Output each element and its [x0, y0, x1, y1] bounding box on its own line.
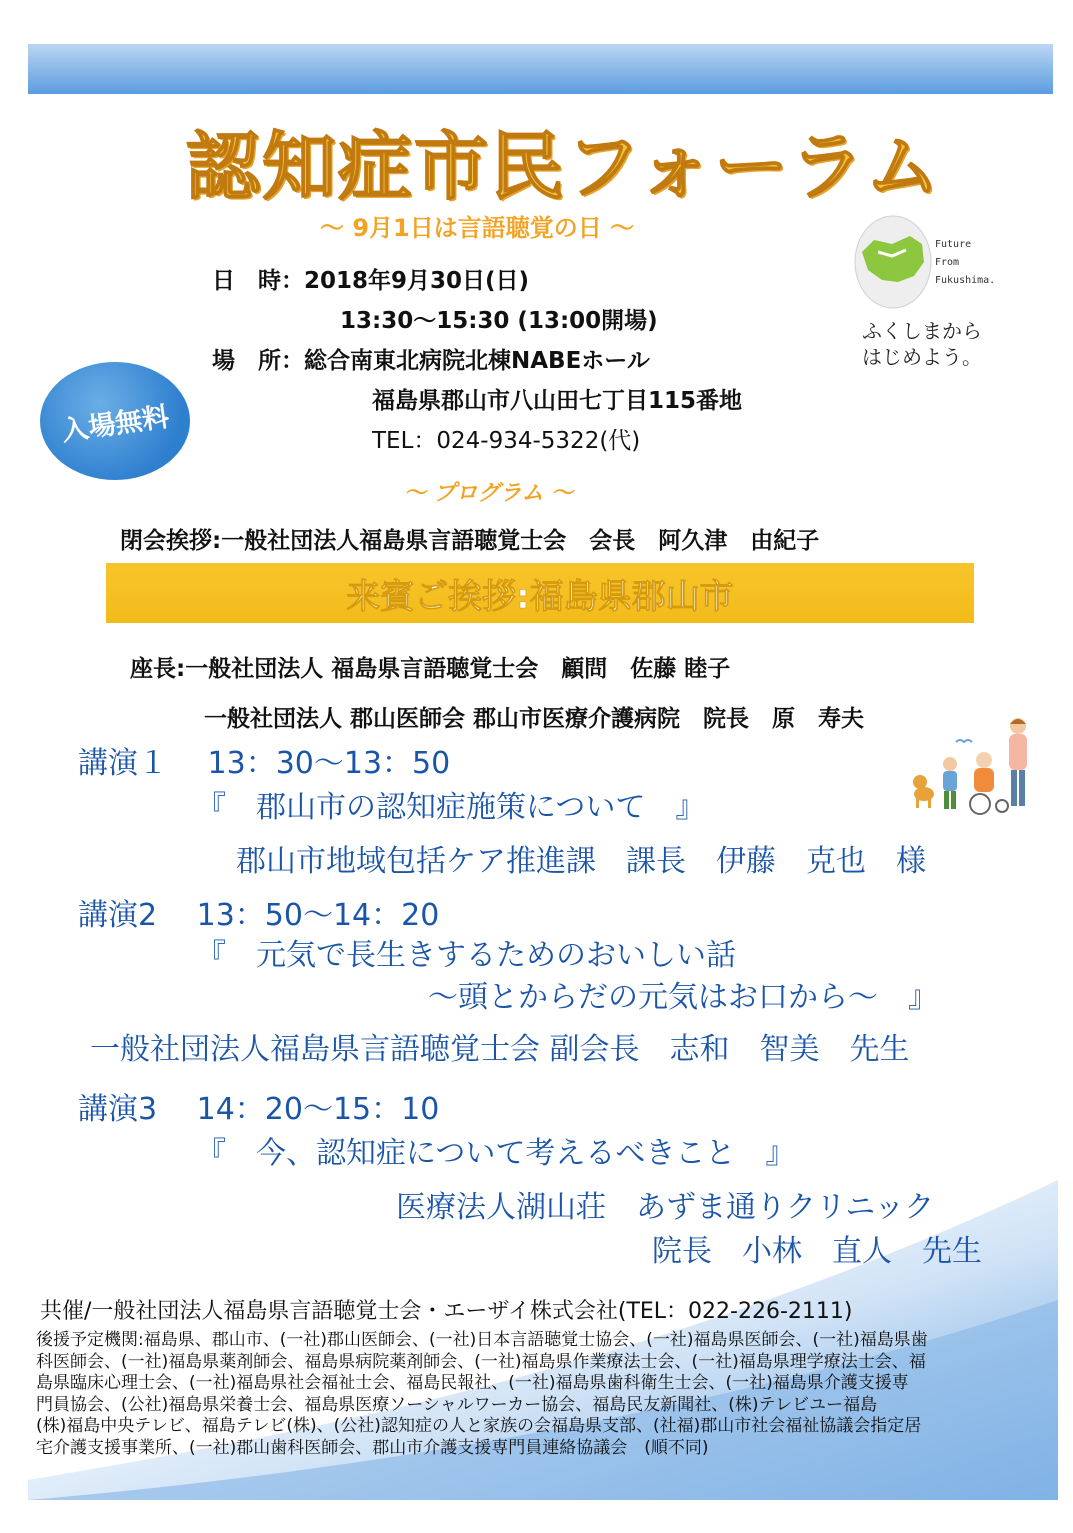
guest-greeting-label: 来賓ご挨拶:福島県郡山市	[346, 576, 734, 617]
supporters-line: (株)福島中央テレビ、福島テレビ(株)、(公社)認知症の人と家族の会福島県支部、(社福)郡山市社会福祉協議会指定居	[36, 1416, 922, 1436]
logo-line-3: Fukushima.	[935, 275, 996, 286]
event-time: 13:30～15:30 (13:00開場)	[340, 308, 658, 334]
family-illustration-icon	[910, 712, 1040, 816]
guest-greeting-bar	[106, 563, 974, 623]
chair-line-2: 一般社団法人 郡山医師会 郡山市医療介護病院 院長 原 寿夫	[204, 706, 865, 732]
supporters-line: 宅介護支援事業所、(一社)郡山歯科医師会、郡山市介護支援専門員連絡協議会 (順不同)	[36, 1437, 709, 1458]
supporters-line: 科医師会、(一社)福島県薬剤師会、福島県病院薬剤師会、(一社)福島県作業療法士会、(一社)福島県理学療法士会、福	[36, 1351, 926, 1372]
lecture-2-title: 『 元気で長生きするためのおいしい話	[196, 938, 736, 973]
supporters-line: 島県臨床心理士会、(一社)福島県社会福祉士会、福島民報社、(一社)福島県歯科衛生士会、(一社)福島県介護支援専	[36, 1373, 909, 1393]
lecture-1-title: 『 郡山市の認知症施策について 』	[196, 790, 706, 825]
logo-slogan-1: ふくしまから	[862, 319, 982, 343]
chair-line-1: 座長:一般社団法人 福島県言語聴覚士会 顧問 佐藤 睦子	[130, 656, 731, 682]
event-address: 福島県郡山市八山田七丁目115番地	[372, 388, 743, 414]
logo-line-1: Future	[935, 239, 972, 250]
logo-line-2: From	[935, 257, 960, 268]
free-admission-badge	[40, 362, 190, 480]
logo-slogan-2: はじめよう。	[862, 345, 982, 369]
supporters-list	[36, 1330, 1056, 1459]
event-tel: TEL：024-934-5322(代)	[372, 428, 641, 454]
subtitle: ～ 9月1日は言語聴覚の日 ～	[320, 214, 635, 242]
event-date: 日 時：2018年9月30日(日)	[212, 268, 530, 294]
lecture-1-speaker: 郡山市地域包括ケア推進課 課長 伊藤 克也 様	[236, 844, 926, 879]
cohost-line: 共催/一般社団法人福島県言語聴覚士会・エーザイ株式会社(TEL：022-226-2111)	[40, 1299, 853, 1324]
lecture-2-speaker: 一般社団法人福島県言語聴覚士会 副会長 志和 智美 先生	[90, 1032, 910, 1067]
free-admission-label: 入場無料	[59, 401, 172, 447]
lecture-2-time: 講演2 13：50～14：20	[78, 898, 440, 933]
lecture-3-title: 『 今、認知症について考えるべきこと 』	[196, 1136, 796, 1171]
fukushima-egg-logo-icon	[852, 210, 934, 310]
logo-slogan	[862, 318, 982, 370]
opening-greeting: 閉会挨拶:一般社団法人福島県言語聴覚士会 会長 阿久津 由紀子	[120, 528, 820, 554]
lecture-1-time: 講演１ 13：30～13：50	[78, 746, 451, 781]
lecture-3-time: 講演3 14：20～15：10	[78, 1092, 440, 1127]
supporters-line: 門員協会、(公社)福島県栄養士会、福島県医療ソーシャルワーカー協会、福島民友新聞社、(株)テレビユー福島	[36, 1394, 878, 1415]
lecture-3-speaker: 医療法人湖山荘 あずま通りクリニック	[396, 1190, 935, 1225]
logo-text	[935, 236, 995, 290]
event-place: 場 所：総合南東北病院北棟NABEホール	[212, 348, 650, 374]
top-banner	[28, 44, 1053, 94]
program-heading: ～ プログラム ～	[404, 481, 574, 506]
lecture-3-speaker-title: 院長 小林 直人 先生	[652, 1234, 982, 1269]
page-title: 認知症市民フォーラム	[186, 124, 942, 210]
lecture-2-subtitle: ～頭とからだの元気はお口から～ 』	[428, 980, 938, 1015]
supporters-line: 後援予定機関:福島県、郡山市、(一社)郡山医師会、(一社)日本言語聴覚士協会、(一社)福島県医師会、(一社)福島県歯	[36, 1330, 928, 1350]
